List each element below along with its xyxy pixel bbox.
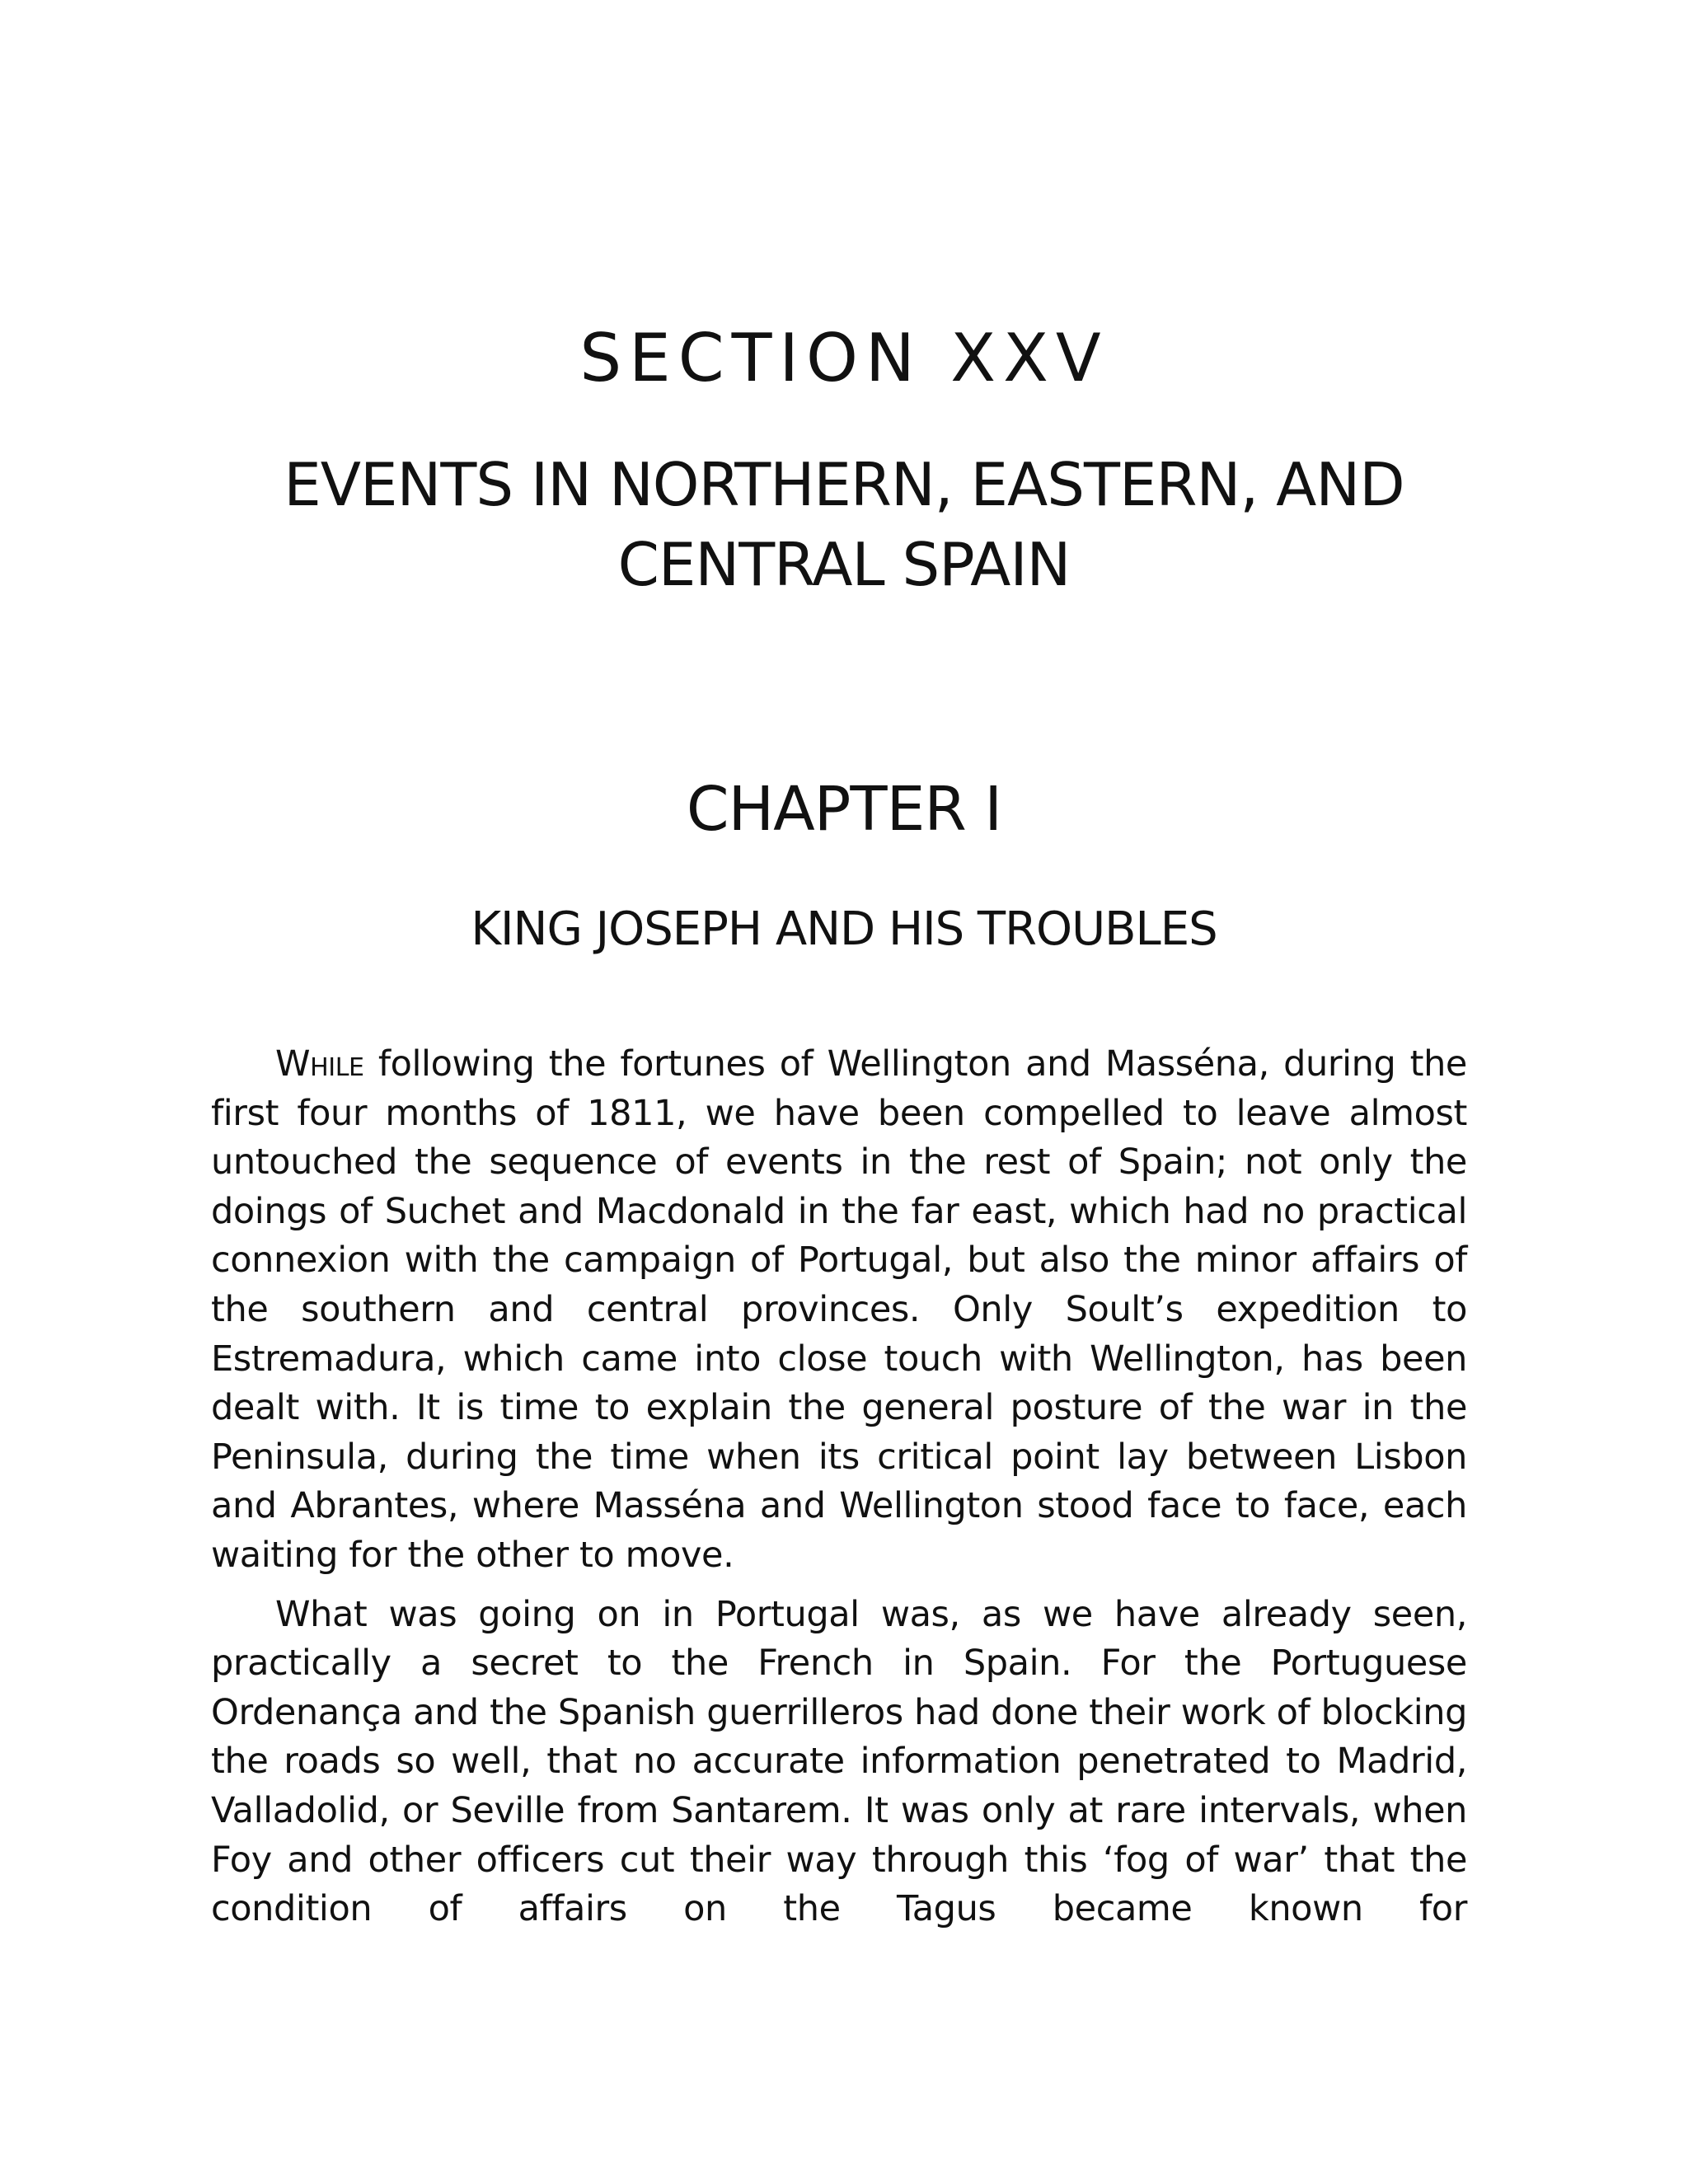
chapter-body xyxy=(211,1040,1467,1944)
paragraph-text: following the fortunes of Wellington and Masséna, during the first four months of 1811, we have been compelled to leave almost untouched the sequence of events in the rest of Spain; not only the doings of Suchet and Macdonald in the far east, which had no practical connexion with the campaign of Portugal, but also the minor affairs of the southern and central provinces. Only Soult’s expedition to Estremadura, which came into close touch with Wellington, has been dealt with. It is time to explain the general posture of the war in the Peninsula, during the time when its critical point lay between Lisbon and Abrantes, where Masséna and Wellington stood face to face, each waiting for the other to move. xyxy=(211,1043,1467,1576)
paragraph-2 xyxy=(211,1591,1467,1934)
chapter-title: KING JOSEPH AND HIS TROUBLES xyxy=(471,902,1217,956)
paragraph-1 xyxy=(211,1040,1467,1581)
drop-lead-word: While xyxy=(275,1043,364,1085)
section-label: SECTION XXV xyxy=(579,320,1109,396)
paragraph-text: What was going on in Portugal was, as we have already seen, practically a secret to the French in Spain. For the Portuguese Ordenança and the Spanish guerrilleros had done their work of blocking the roads so well, that no accurate information penetrated to Madrid, Valladolid, or Seville from Santarem. It was only at rare intervals, when Foy and other officers cut their way through this ‘fog of war’ that the condition of affairs on the Tagus became known for xyxy=(211,1593,1467,1930)
section-title: EVENTS IN NORTHERN, EASTERN, AND CENTRAL SPAIN xyxy=(284,450,1404,599)
chapter-label: CHAPTER I xyxy=(686,774,1002,845)
